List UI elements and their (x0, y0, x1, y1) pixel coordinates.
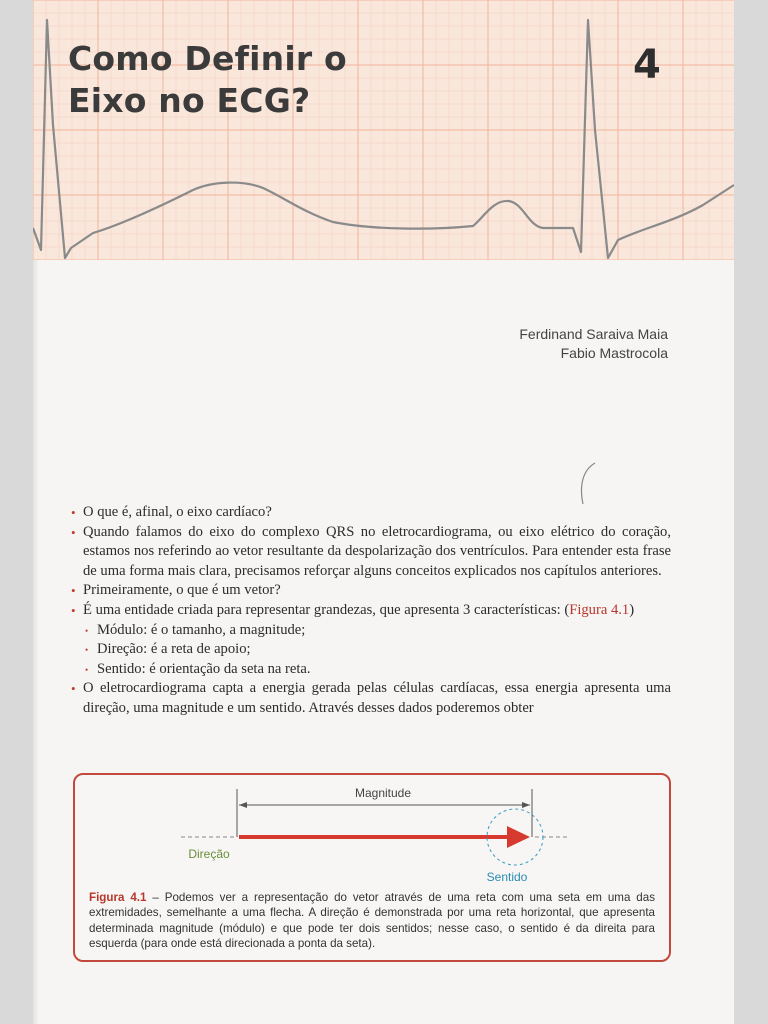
vector-arrowhead (507, 826, 530, 848)
author-name: Ferdinand Saraiva Maia (519, 326, 668, 342)
chapter-title-line-2: Eixo no ECG? (68, 81, 311, 120)
magnitude-arrowhead-right (522, 802, 530, 808)
chapter-title-line-1: Como Definir o (68, 39, 347, 78)
figure-caption-text: – Podemos ver a representação do vetor através de uma reta com uma seta em uma das extremidades, semelhante a uma flecha. A direção é demonstrada por uma reta horizontal, que apresenta determinada magnitude (módulo) e que pode ter dois sentidos; nesse caso, o sentido é da direita para esquerda (para onde está direcionada a ponta da seta). (89, 891, 656, 950)
vector-diagram (75, 775, 669, 887)
figure-4-1-box (73, 773, 671, 962)
book-page (33, 0, 734, 1024)
figure-reference-link[interactable]: Figura 4.1 (569, 601, 630, 618)
direction-label: Direção (188, 847, 230, 861)
list-item: • Quando falamos do eixo do complexo QRS no eletrocardiograma, ou eixo elétrico do coração, estamos nos referindo ao vetor resultante da despolarização dos ventrículos. Para entender esta frase de uma forma mais clara, precisamos reforçar alguns conceitos explicados nos capítulos anteriores. (71, 523, 671, 582)
sub-list-item: • Módulo: é o tamanho, a magnitude; (71, 621, 671, 641)
list-item: • O eletrocardiograma capta a energia gerada pelas células cardíacas, essa energia apresenta uma direção, uma magnitude e um sentido. Através desses dados poderemos obter (71, 679, 671, 718)
figure-caption-lead: Figura 4.1 (89, 891, 147, 904)
list-item: • O que é, afinal, o eixo cardíaco? (71, 503, 671, 523)
sub-list-item: • Sentido: é orientação da seta na reta. (71, 660, 671, 680)
author-list (519, 325, 668, 363)
sense-label: Sentido (486, 870, 528, 884)
list-item: • Primeiramente, o que é um vetor? (71, 581, 671, 601)
list-item: • É uma entidade criada para representar grandezas, que apresenta 3 características: (Figura 4.1) (71, 601, 671, 621)
figure-reference-open: ( (564, 601, 570, 618)
magnitude-arrowhead-left (239, 802, 247, 808)
figure-reference-close: ) (629, 601, 635, 618)
sub-list-item: • Direção: é a reta de apoio; (71, 640, 671, 660)
figure-caption (89, 890, 655, 951)
author-name: Fabio Mastrocola (560, 345, 668, 361)
chapter-title (68, 38, 347, 122)
body-bullet-list (71, 503, 671, 719)
chapter-number: 4 (633, 42, 661, 88)
magnitude-label: Magnitude (354, 786, 412, 800)
